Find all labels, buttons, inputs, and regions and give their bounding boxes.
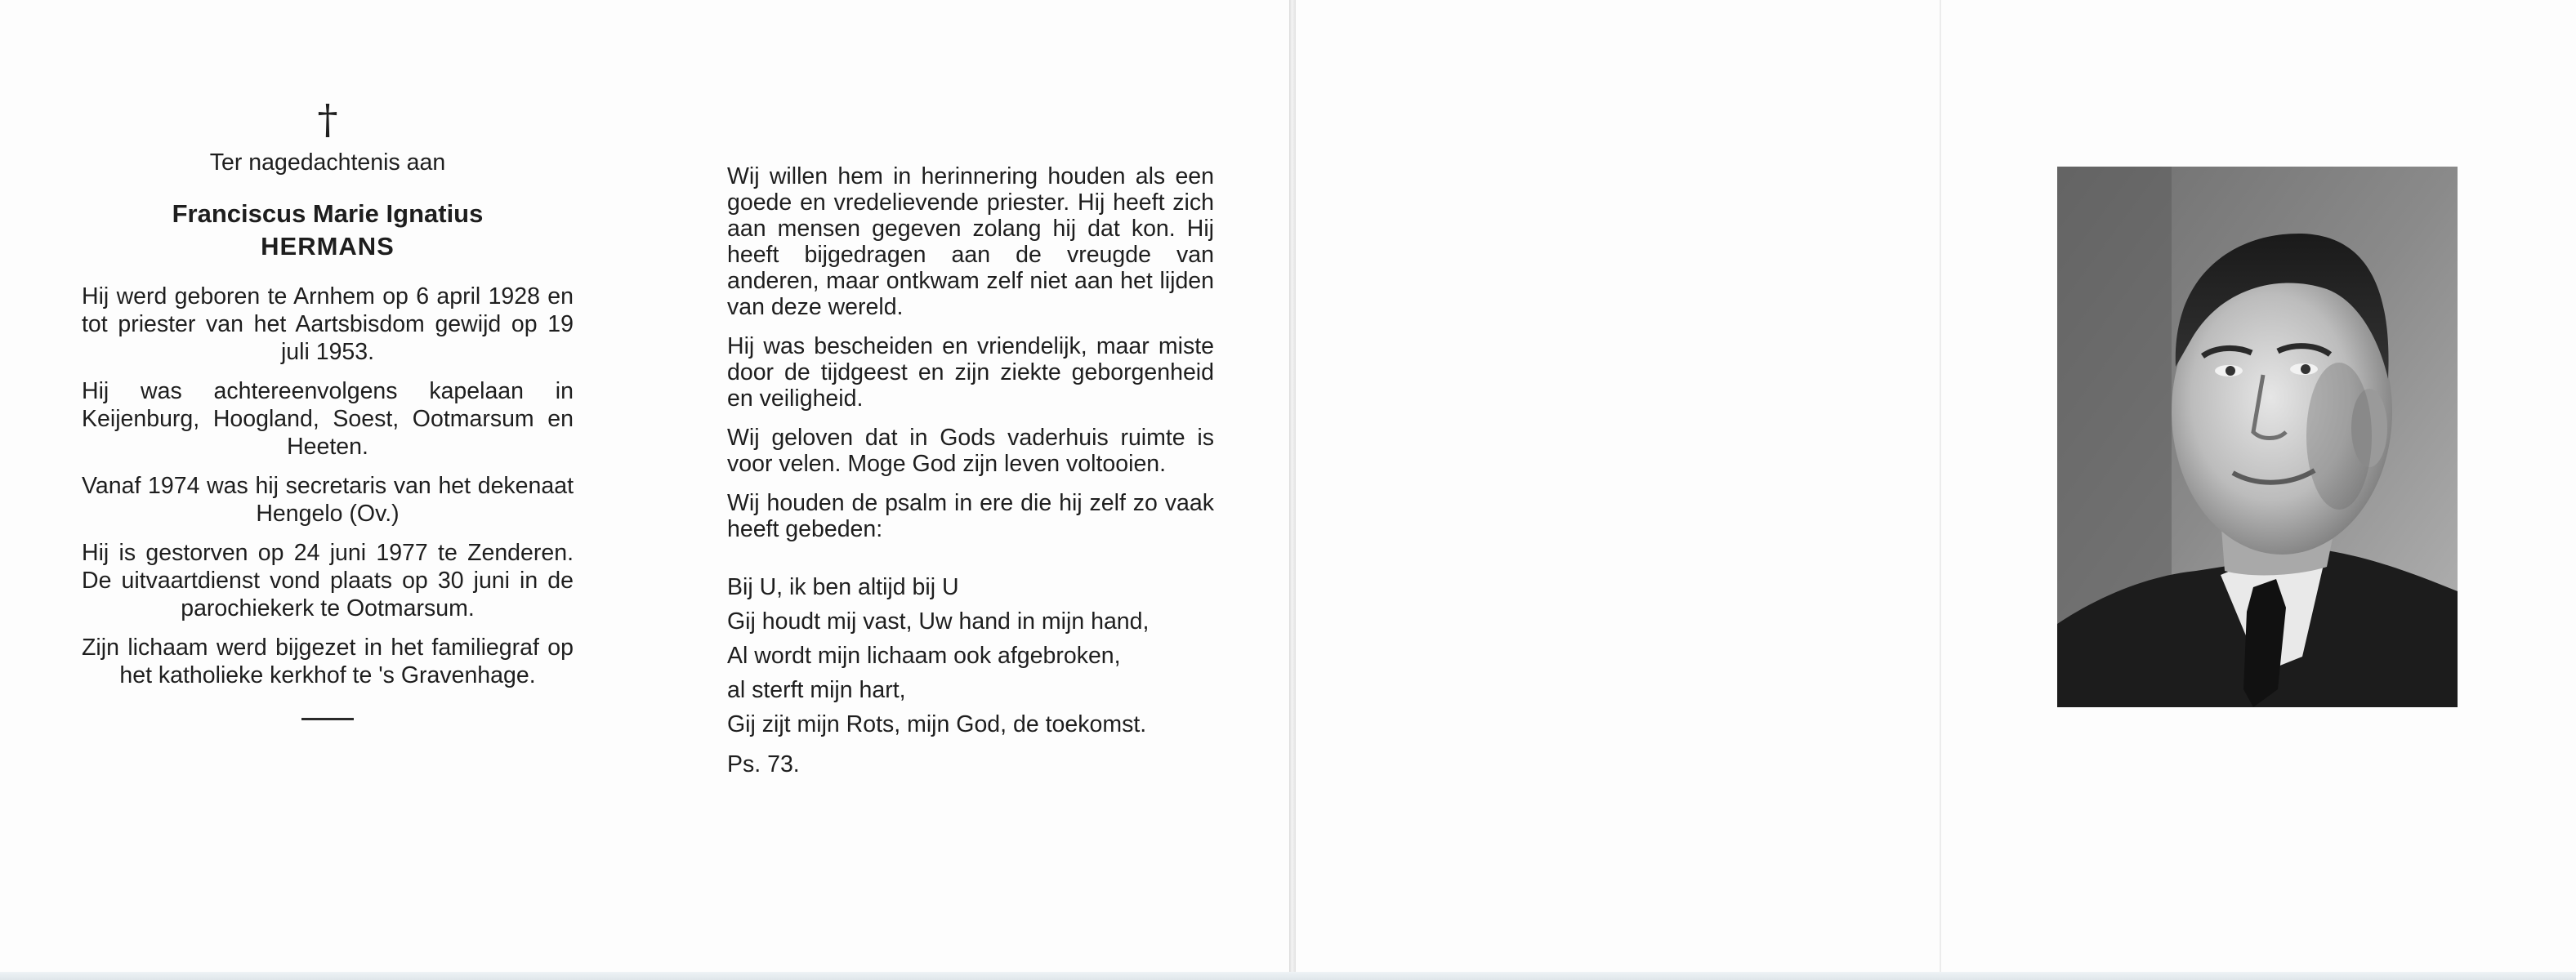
intro-text: Ter nagedachtenis aan	[209, 149, 446, 176]
bio-burial: Zijn lichaam werd bijgezet in het familiegraf op het katholieke kerkhof te 's Gravenhage.	[82, 635, 574, 688]
bio-career: Hij was achtereenvolgens kapelaan in Keijenburg, Hoogland, Soest, Ootmarsum en Heeten.	[82, 378, 574, 460]
right-fold	[1940, 0, 1941, 972]
obituary-column	[82, 96, 574, 720]
remembrance-paragraph: Wij houden de psalm in ere die hij zelf zo vaak heeft gebeden:	[727, 490, 1214, 542]
bio-death-funeral: Hij is gestorven op 24 juni 1977 te Zenderen. De uitvaartdienst vond plaats op 30 juni in de parochiekerk te Ootmarsum.	[82, 540, 574, 621]
center-fold	[1289, 0, 1296, 972]
psalm-line: Al wordt mijn lichaam ook afgebroken,	[727, 643, 1121, 669]
psalm-line: Gij zijt mijn Rots, mijn God, de toekomst.	[727, 711, 1147, 737]
deceased-given-names: Franciscus Marie Ignatius	[172, 199, 484, 228]
scan-bottom-edge	[0, 972, 2576, 980]
bio-secretary: Vanaf 1974 was hij secretaris van het dekenaat Hengelo (Ov.)	[82, 473, 574, 527]
remembrance-paragraph: Wij willen hem in herinnering houden als een goede en vredelievende priester. Hij heeft zich aan mensen gegeven zolang hij dat kon. Hij heeft bijgedragen aan de vreugde van anderen, maar ontkwam zelf niet aan het lijden van deze wereld.	[727, 163, 1214, 320]
remembrance-paragraph: Wij geloven dat in Gods vaderhuis ruimte is voor velen. Moge God zijn leven voltooien.	[727, 425, 1214, 477]
bio-birth-ordination: Hij werd geboren te Arnhem op 6 april 1928 en tot priester van het Aartsbisdom gewijd op 19 juli 1953.	[82, 283, 574, 365]
remembrance-column	[727, 163, 1214, 777]
psalm-line: Bij U, ik ben altijd bij U	[727, 574, 959, 600]
portrait-photo	[2057, 167, 2458, 707]
psalm-line: Gij houdt mij vast, Uw hand in mijn hand,	[727, 608, 1150, 635]
portrait-illustration	[2057, 167, 2458, 707]
closing-divider	[82, 704, 574, 720]
psalm-reference: Ps. 73.	[727, 751, 800, 777]
deceased-surname: HERMANS	[261, 232, 395, 261]
remembrance-paragraph: Hij was bescheiden en vriendelijk, maar miste door de tijdgeest en zijn ziekte geborgenheid en veiligheid.	[727, 333, 1214, 412]
psalm-line: al sterft mijn hart,	[727, 677, 906, 703]
divider-line	[301, 718, 354, 720]
cross-icon: †	[317, 96, 338, 143]
psalm-verse	[727, 570, 1214, 742]
